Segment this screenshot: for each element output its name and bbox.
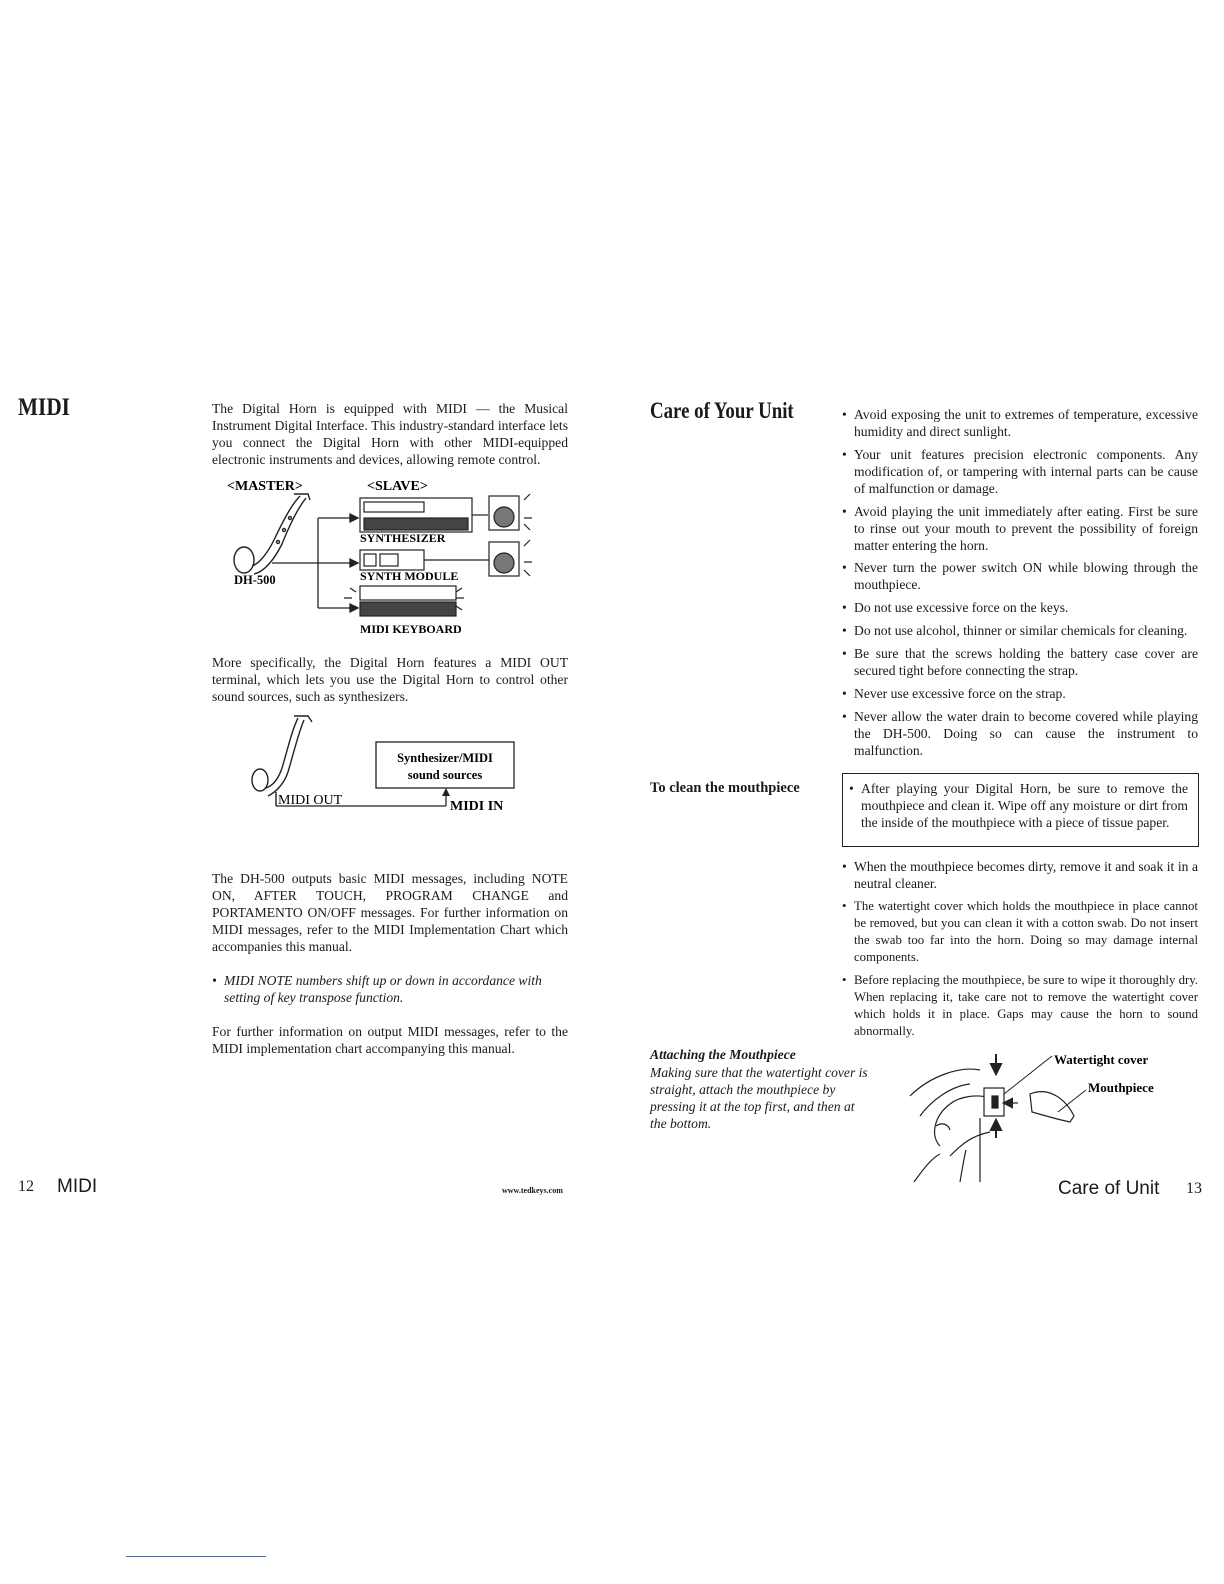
left-paragraph-implementation-chart: For further information on output MIDI messages, refer to the MIDI implementation chart accompanying this manual. [212,1024,568,1056]
care-bullet: • Never allow the water drain to become covered while playing the DH-500. Doing so can cause the instrument to malfunction. [842,708,1198,759]
clean-bullet: • The watertight cover which holds the mouthpiece in place cannot be removed, but you can clean it with a cotton swab. Do not insert the swab too far into the horn. Doing so may damage internal components. [842,898,1198,966]
attach-mouthpiece-heading: Attaching the Mouthpiece [650,1047,796,1062]
midi-keyboard-illustration [344,586,464,616]
right-page-number: 13 [1186,1180,1202,1197]
master-label: <MASTER> [227,479,303,494]
midi-out-diagram [246,710,546,820]
synth-module-label: SYNTH MODULE [360,569,459,583]
care-bullet: • Avoid exposing the unit to extremes of temperature, excessive humidity and direct sunlight. [842,406,1198,440]
mouthpiece-figure [900,1046,1180,1186]
hand-illustration [910,1069,990,1182]
left-paragraph-midi-out: More specifically, the Digital Horn features a MIDI OUT terminal, which lets you use the Digital Horn to control other sound sources, such as synthesizers. [212,655,568,704]
care-bullet: • Do not use alcohol, thinner or similar chemicals for cleaning. [842,622,1198,639]
midi-out-label: MIDI OUT [278,793,343,808]
midi-in-label: MIDI IN [450,799,504,814]
synthesizer-illustration [360,498,488,532]
care-bullet: • Do not use excessive force on the keys. [842,599,1198,616]
care-bullet: • Be sure that the screws holding the battery case cover are secured tight before connecting the strap. [842,645,1198,679]
right-section-title: Care of Your Unit [650,398,794,423]
clean-mouthpiece-heading: To clean the mouthpiece [650,780,800,796]
clean-bullet: • Before replacing the mouthpiece, be sure to wipe it thoroughly dry. When replacing it, take care not to remove the watertight cover which holds it in place. Gaps may cause the horn to sound abnormally. [842,972,1198,1040]
left-section-title: MIDI [18,394,70,421]
right-footer-title: Care of Unit [1058,1178,1160,1199]
attach-mouthpiece-text: Making sure that the watertight cover is straight, attach the mouthpiece by pressing it at the top first, and then at the bottom. [650,1065,868,1131]
synth-module-illustration [360,550,489,570]
care-bullet: • Avoid playing the unit immediately after eating. First be sure to rinse out your mouth to prevent the possibility of foreign matter entering the horn. [842,503,1198,554]
midi-keyboard-label: MIDI KEYBOARD [360,622,462,636]
care-bullet: • Never turn the power switch ON while blowing through the mouthpiece. [842,559,1198,593]
slave-label: <SLAVE> [367,479,428,494]
left-paragraph-midi-messages: The DH-500 outputs basic MIDI messages, including NOTE ON, AFTER TOUCH, PROGRAM CHANGE and PORTAMENTO ON/OFF messages. For further information on MIDI messages, refer to the MIDI Implementation Chart which accompanies this manual. [212,871,568,954]
mouthpiece-illustration [1030,1092,1074,1122]
clean-boxed-bullet: • After playing your Digital Horn, be sure to remove the mouthpiece and clean it. Wipe off any moisture or dirt from the inside of the mouthpiece with a piece of tissue paper. [849,780,1188,831]
clean-boxed-note [842,773,1199,847]
digital-horn-illustration [234,494,310,574]
synthesizer-label: SYNTHESIZER [360,531,446,545]
watertight-cover-label: Watertight cover [1054,1052,1149,1067]
speaker-illustration [489,494,532,576]
midi-connection-diagram [212,474,572,642]
care-bullet: • Never use excessive force on the strap. [842,685,1198,702]
left-footer-title: MIDI [57,1176,98,1197]
website-label: www.tedkeys.com [502,1186,563,1195]
clean-bullet: • When the mouthpiece becomes dirty, remove it and soak it in a neutral cleaner. [842,858,1198,892]
left-note-transpose: • MIDI NOTE numbers shift up or down in accordance with setting of key transpose function. [212,972,568,1006]
sound-source-line1: Synthesizer/MIDI [397,751,493,765]
mouthpiece-label: Mouthpiece [1088,1080,1154,1095]
left-intro-paragraph: The Digital Horn is equipped with MIDI — the Musical Instrument Digital Interface. This industry-standard interface lets you connect the Digital Horn with other MIDI-equipped electronic instruments and devices, allowing remote control. [212,401,568,467]
sound-source-line2: sound sources [407,768,483,782]
horn-model-label: DH-500 [234,573,276,587]
bottom-rule [126,1556,266,1557]
care-bullet: • Your unit features precision electronic components. Any modification of, or tampering with internal parts can be cause of malfunction or damage. [842,446,1198,497]
watertight-cover-illustration [984,1088,1004,1116]
left-page-number: 12 [18,1178,34,1195]
